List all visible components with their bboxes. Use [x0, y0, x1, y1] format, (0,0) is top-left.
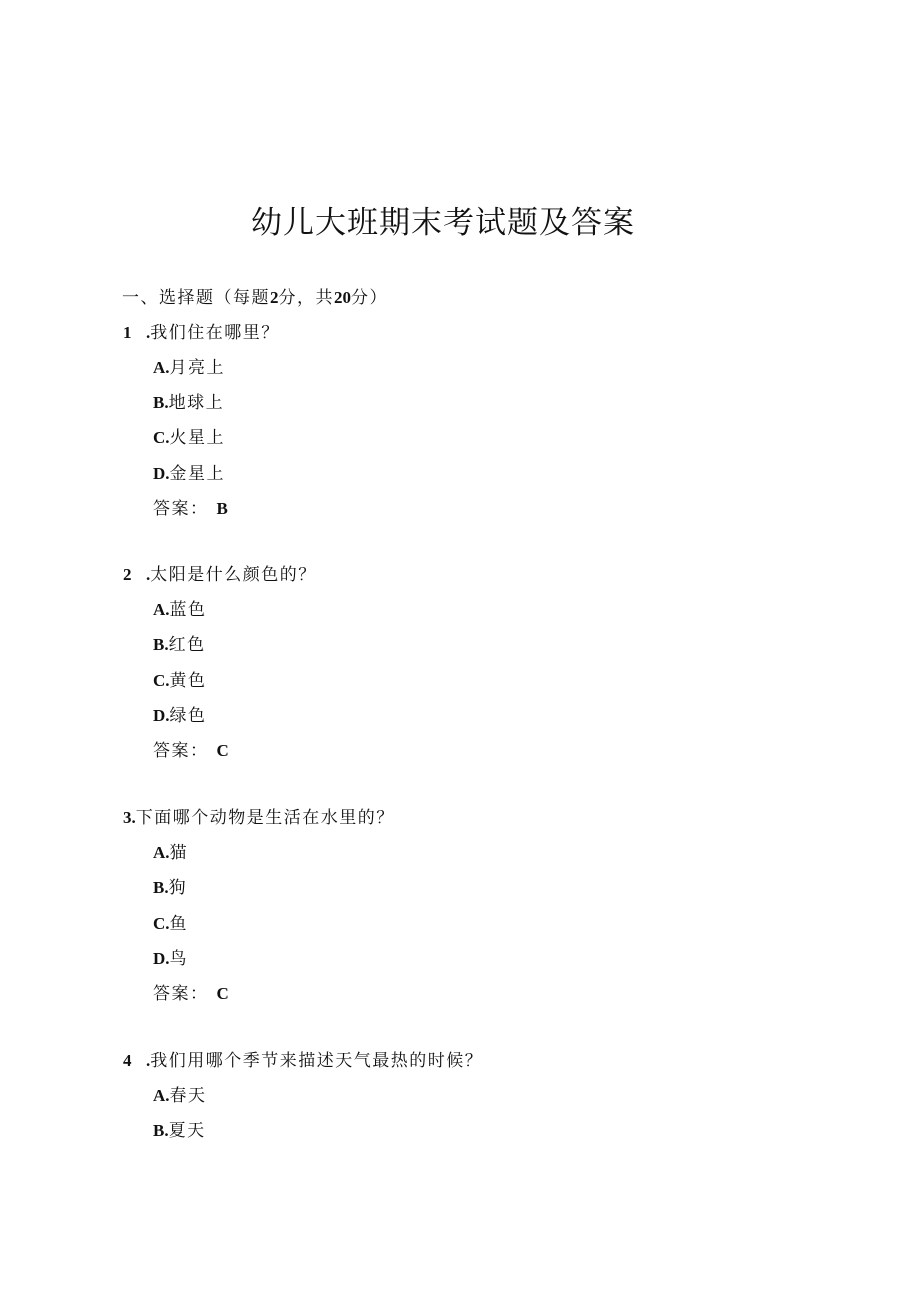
- option-letter: B.: [153, 878, 169, 897]
- option-text: 月亮上: [169, 358, 226, 378]
- option-text: 猫: [169, 843, 189, 863]
- option-2d: [153, 704, 207, 728]
- option-letter: A.: [153, 843, 170, 862]
- question-text: 下面哪个动物是生活在水里的？: [135, 808, 395, 828]
- option-2c: [153, 669, 207, 693]
- answer-value: C: [216, 741, 229, 760]
- question-dot: .: [146, 565, 151, 584]
- section-total-score: 20: [334, 288, 351, 307]
- option-letter: C.: [153, 428, 170, 447]
- option-1b: [153, 391, 224, 415]
- section-middle: 分，共: [278, 288, 334, 308]
- option-text: 蓝色: [169, 600, 207, 620]
- option-text: 鱼: [169, 914, 189, 934]
- question-1: [123, 321, 280, 345]
- option-text: 狗: [168, 878, 188, 898]
- answer-label: 答案：: [153, 984, 209, 1004]
- option-text: 鸟: [169, 949, 189, 969]
- option-letter: A.: [153, 600, 170, 619]
- option-letter: B.: [153, 393, 169, 412]
- option-text: 春天: [169, 1086, 207, 1106]
- question-3: [123, 806, 395, 830]
- section-prefix: 一、选择题（每题: [122, 288, 270, 308]
- option-letter: C.: [153, 914, 170, 933]
- option-2b: [153, 633, 206, 657]
- option-text: 黄色: [169, 671, 207, 691]
- section-suffix: 分）: [351, 288, 388, 308]
- question-dot: .: [146, 323, 151, 342]
- option-1c: [153, 426, 225, 450]
- section-per-score: 2: [270, 288, 279, 307]
- answer-label: 答案：: [153, 741, 209, 761]
- option-letter: B.: [153, 635, 169, 654]
- option-letter: B.: [153, 1121, 169, 1140]
- option-letter: A.: [153, 358, 170, 377]
- question-4: [123, 1049, 483, 1073]
- option-text: 金星上: [169, 464, 226, 484]
- question-dot: .: [146, 1051, 151, 1070]
- option-text: 绿色: [169, 706, 207, 726]
- answer-3: [153, 982, 229, 1006]
- option-text: 地球上: [168, 393, 225, 413]
- option-letter: D.: [153, 706, 170, 725]
- option-letter: D.: [153, 464, 170, 483]
- section-heading: [122, 286, 388, 310]
- question-2: [123, 563, 317, 587]
- answer-1: [153, 497, 228, 521]
- option-1a: [153, 356, 225, 380]
- question-text: 太阳是什么颜色的？: [150, 565, 317, 585]
- option-text: 火星上: [169, 428, 226, 448]
- option-4b: [153, 1119, 206, 1143]
- option-3a: [153, 841, 188, 865]
- answer-value: B: [216, 499, 228, 518]
- option-3c: [153, 912, 188, 936]
- answer-value: C: [216, 984, 229, 1003]
- option-3b: [153, 876, 187, 900]
- option-text: 红色: [168, 635, 206, 655]
- answer-2: [153, 739, 229, 763]
- question-number: 3.: [123, 808, 136, 827]
- question-number: 4: [123, 1051, 132, 1070]
- answer-label: 答案：: [153, 499, 209, 519]
- question-number: 2: [123, 565, 132, 584]
- document-title: 幼儿大班期末考试题及答案: [251, 205, 635, 241]
- question-number: 1: [123, 323, 132, 342]
- option-letter: D.: [153, 949, 170, 968]
- option-letter: A.: [153, 1086, 170, 1105]
- option-4a: [153, 1084, 207, 1108]
- question-text: 我们用哪个季节来描述天气最热的时候？: [150, 1051, 484, 1071]
- option-3d: [153, 947, 188, 971]
- option-1d: [153, 462, 225, 486]
- option-2a: [153, 598, 207, 622]
- question-text: 我们住在哪里？: [150, 323, 280, 343]
- option-text: 夏天: [168, 1121, 206, 1141]
- option-letter: C.: [153, 671, 170, 690]
